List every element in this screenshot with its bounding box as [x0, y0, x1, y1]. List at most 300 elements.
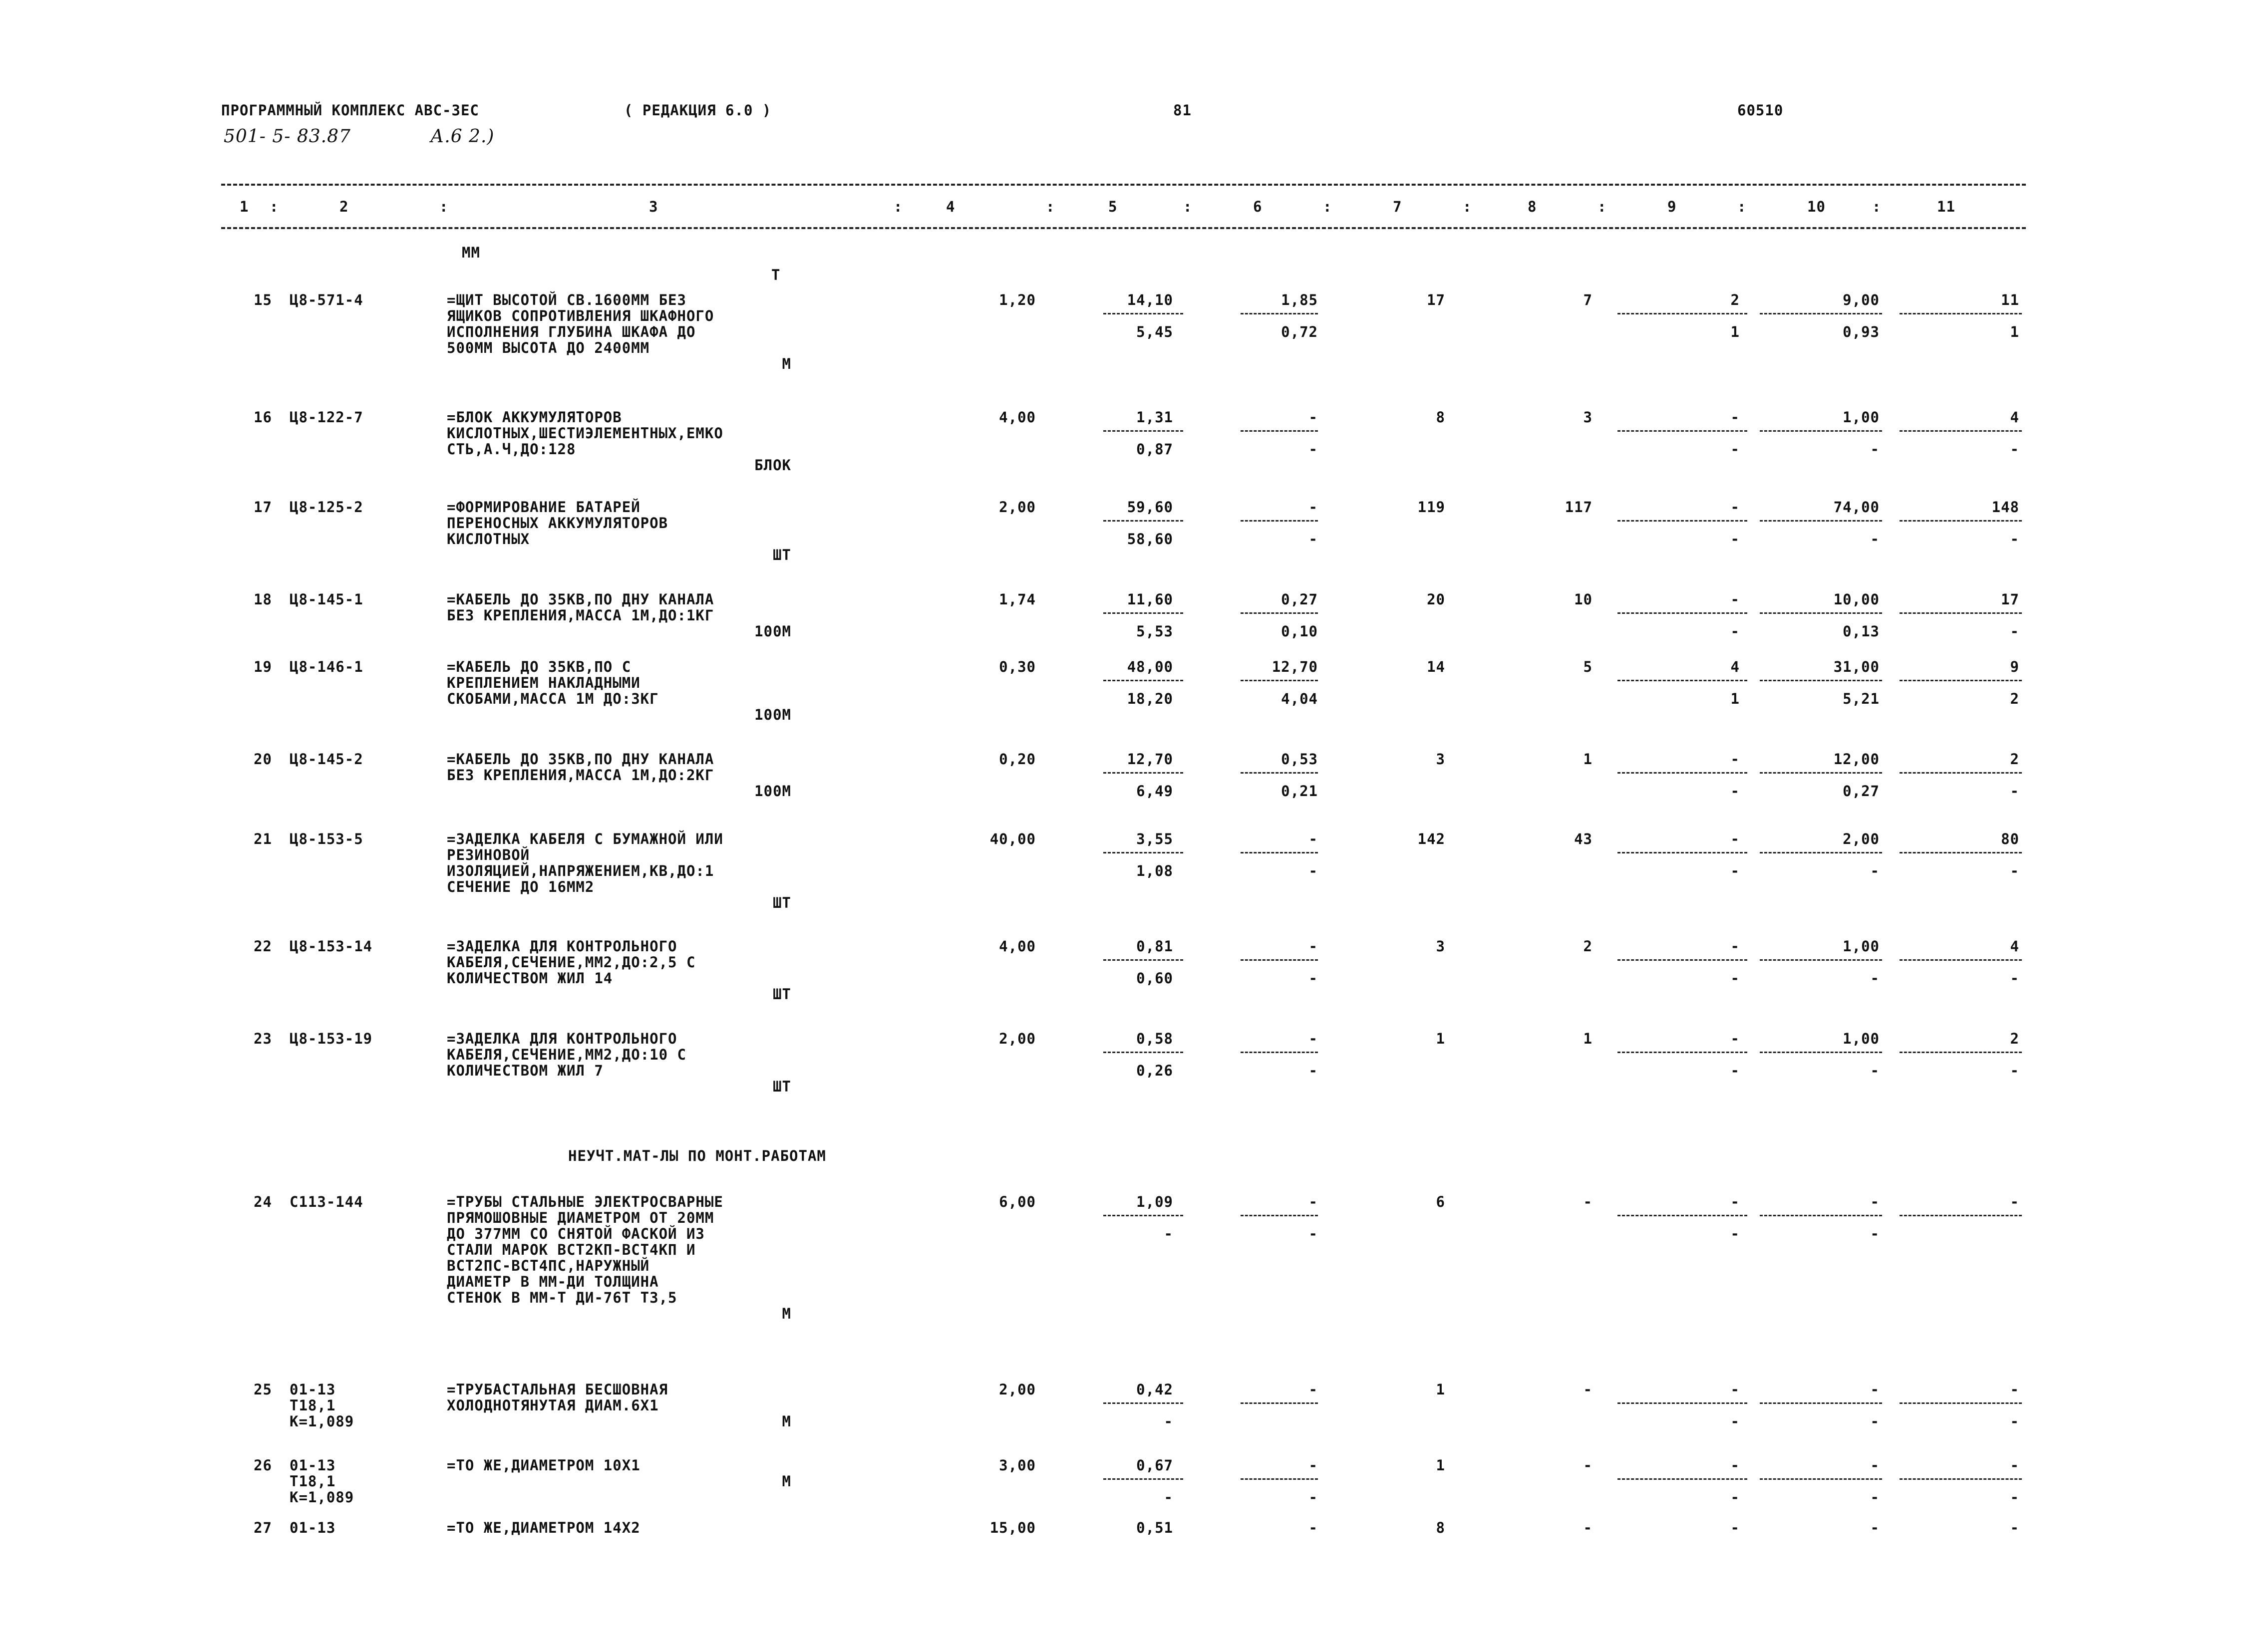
column-header-5: 5	[1108, 198, 1118, 215]
row-description-line: БЕЗ КРЕПЛЕНИЯ,МАССА 1М,ДО:2КГ	[447, 767, 714, 784]
cell-col-7: 8	[1436, 409, 1445, 426]
row-description-line: =ЗАДЕЛКА ДЛЯ КОНТРОЛЬНОГО	[447, 938, 677, 955]
cell-col-11-bottom: 2	[2010, 690, 2019, 707]
cell-divider-rule	[1900, 1215, 2022, 1216]
column-header-4: 4	[946, 198, 956, 215]
cell-divider-rule	[1103, 430, 1183, 432]
cell-col-6-bottom: -	[1308, 531, 1318, 548]
cell-divider-rule	[1103, 680, 1183, 681]
cell-col-4: 4,00	[999, 409, 1036, 426]
cell-divider-rule	[1617, 1215, 1747, 1216]
cell-col-7: 8	[1436, 1519, 1445, 1536]
cell-col-11-bottom: 1	[2010, 323, 2019, 340]
cell-col-10-top: -	[1870, 1381, 1880, 1398]
cell-col-6-top: -	[1308, 1519, 1318, 1536]
cell-col-5-bottom: 58,60	[1127, 531, 1173, 548]
row-code: Ц8-153-5	[290, 830, 363, 847]
cell-divider-rule	[1241, 1215, 1318, 1216]
cell-col-5-top: 0,81	[1136, 938, 1173, 955]
column-separator: :	[1463, 198, 1472, 215]
cell-col-6-top: 1,85	[1281, 291, 1318, 308]
cell-divider-rule	[1900, 1402, 2022, 1404]
cell-col-4: 6,00	[999, 1193, 1036, 1210]
cell-col-5-top: 12,70	[1127, 751, 1173, 768]
cell-col-9-bottom: 1	[1730, 690, 1740, 707]
cell-col-4: 4,00	[999, 938, 1036, 955]
cell-col-4: 40,00	[989, 830, 1036, 847]
cell-col-11-top: 80	[2001, 830, 2019, 847]
cell-col-9-bottom: -	[1730, 1413, 1740, 1430]
cell-divider-rule	[1900, 852, 2022, 853]
row-description-line: =ЗАДЕЛКА КАБЕЛЯ С БУМАЖНОЙ ИЛИ	[447, 830, 723, 847]
cell-col-6-top: -	[1308, 938, 1318, 955]
cell-divider-rule	[1760, 313, 1882, 314]
column-header-8: 8	[1528, 198, 1537, 215]
cell-divider-rule	[1241, 1402, 1318, 1404]
cell-col-8: 117	[1565, 499, 1593, 516]
cell-col-5-bottom: 1,08	[1136, 862, 1173, 879]
cell-col-9-top: -	[1730, 1457, 1740, 1474]
cell-col-10-bottom: 0,13	[1843, 623, 1880, 640]
cell-divider-rule	[1103, 852, 1183, 853]
row-unit: М	[782, 1473, 791, 1490]
cell-col-7: 20	[1427, 591, 1445, 608]
cell-col-6-top: 0,53	[1281, 751, 1318, 768]
cell-divider-rule	[1760, 959, 1882, 961]
cell-col-7: 1	[1436, 1030, 1445, 1047]
row-description-line: ВСТ2ПС-ВСТ4ПС,НАРУЖНЫЙ	[447, 1257, 650, 1274]
column-header-2: 2	[339, 198, 349, 215]
cell-divider-rule	[1103, 1478, 1183, 1480]
cell-divider-rule	[1103, 1215, 1183, 1216]
cell-col-8: 5	[1583, 658, 1593, 675]
cell-col-9-top: 4	[1730, 658, 1740, 675]
row-number: 25	[254, 1381, 272, 1398]
row-number: 18	[254, 591, 272, 608]
cell-col-5-top: 3,55	[1136, 830, 1173, 847]
cell-col-5-top: 1,31	[1136, 409, 1173, 426]
row-description-line: КОЛИЧЕСТВОМ ЖИЛ 7	[447, 1062, 604, 1079]
cell-divider-rule	[1617, 1402, 1747, 1404]
cell-col-11-bottom: -	[2010, 970, 2019, 987]
cell-col-11-bottom: -	[2010, 441, 2019, 458]
row-number: 19	[254, 658, 272, 675]
cell-col-9-top: -	[1730, 1519, 1740, 1536]
cell-col-6-bottom: 4,04	[1281, 690, 1318, 707]
row-unit: М	[782, 1305, 791, 1322]
cell-col-11-top: 2	[2010, 751, 2019, 768]
cell-col-6-top: -	[1308, 409, 1318, 426]
cell-col-7: 1	[1436, 1457, 1445, 1474]
row-number: 20	[254, 751, 272, 768]
row-number: 21	[254, 830, 272, 847]
column-separator: :	[1323, 198, 1332, 215]
cell-divider-rule	[1900, 772, 2022, 774]
column-separator: :	[1598, 198, 1607, 215]
row-description-line: КРЕПЛЕНИЕМ НАКЛАДНЫМИ	[447, 674, 641, 691]
cell-col-10-bottom: -	[1870, 1413, 1880, 1430]
row-code: Ц8-571-4	[290, 291, 363, 308]
cell-col-6-top: -	[1308, 830, 1318, 847]
cell-divider-rule	[1617, 680, 1747, 681]
row-code-extra: Т18,1	[290, 1473, 336, 1490]
unit-label-top: ММ	[462, 244, 480, 261]
row-code-extra: К=1,089	[290, 1489, 354, 1506]
cell-col-9-bottom: -	[1730, 623, 1740, 640]
cell-divider-rule	[1617, 772, 1747, 774]
cell-divider-rule	[1617, 612, 1747, 614]
cell-divider-rule	[1241, 772, 1318, 774]
row-number: 27	[254, 1519, 272, 1536]
cell-col-5-bottom: 0,26	[1136, 1062, 1173, 1079]
cell-col-4: 3,00	[999, 1457, 1036, 1474]
cell-col-10-bottom: -	[1870, 1062, 1880, 1079]
row-description-line: СТЕНОК В ММ-Т ДИ-76Т ТЗ,5	[447, 1289, 677, 1306]
row-description-line: 500ММ ВЫСОТА ДО 2400ММ	[447, 339, 650, 356]
cell-divider-rule	[1617, 852, 1747, 853]
row-unit: ШТ	[773, 894, 791, 911]
cell-col-11-bottom: -	[2010, 783, 2019, 800]
cell-col-9-top: -	[1730, 830, 1740, 847]
row-description-line: =ЗАДЕЛКА ДЛЯ КОНТРОЛЬНОГО	[447, 1030, 677, 1047]
cell-divider-rule	[1103, 612, 1183, 614]
cell-col-9-top: -	[1730, 751, 1740, 768]
cell-col-6-bottom: -	[1308, 441, 1318, 458]
cell-col-8: 2	[1583, 938, 1593, 955]
row-description-line: =КАБЕЛЬ ДО 35КВ,ПО ДНУ КАНАЛА	[447, 591, 714, 608]
row-description-line: КАБЕЛЯ,СЕЧЕНИЕ,ММ2,ДО:10 С	[447, 1046, 686, 1063]
cell-col-9-bottom: -	[1730, 970, 1740, 987]
cell-divider-rule	[1103, 772, 1183, 774]
cell-col-9-top: -	[1730, 499, 1740, 516]
row-number: 22	[254, 938, 272, 955]
cell-col-11-top: 148	[1991, 499, 2019, 516]
cell-col-10-top: 1,00	[1843, 938, 1880, 955]
cell-divider-rule	[1900, 1478, 2022, 1480]
cell-divider-rule	[1900, 1052, 2022, 1053]
cell-col-6-bottom: 0,72	[1281, 323, 1318, 340]
cell-col-10-top: 1,00	[1843, 409, 1880, 426]
cell-col-6-bottom: 0,21	[1281, 783, 1318, 800]
row-description-line: =ЩИТ ВЫСОТОЙ СВ.1600ММ БЕЗ	[447, 291, 686, 308]
cell-col-9-top: -	[1730, 1193, 1740, 1210]
cell-divider-rule	[1617, 1052, 1747, 1053]
cell-col-10-bottom: -	[1870, 531, 1880, 548]
page-number: 81	[1173, 102, 1192, 119]
cell-col-8: -	[1583, 1519, 1593, 1536]
cell-divider-rule	[1900, 520, 2022, 522]
row-description-line: =БЛОК АККУМУЛЯТОРОВ	[447, 409, 622, 426]
cell-col-5-bottom: 0,60	[1136, 970, 1173, 987]
row-code-extra: К=1,089	[290, 1413, 354, 1430]
cell-divider-rule	[1617, 520, 1747, 522]
handwritten-reference: 501- 5- 83.87	[224, 126, 351, 147]
cell-col-5-bottom: -	[1164, 1225, 1173, 1242]
cell-col-9-bottom: 1	[1730, 323, 1740, 340]
column-separator: :	[1183, 198, 1193, 215]
cell-col-9-bottom: -	[1730, 1489, 1740, 1506]
cell-col-9-bottom: -	[1730, 1062, 1740, 1079]
cell-col-6-top: 0,27	[1281, 591, 1318, 608]
cell-col-10-top: -	[1870, 1457, 1880, 1474]
cell-col-9-bottom: -	[1730, 862, 1740, 879]
cell-divider-rule	[1760, 680, 1882, 681]
cell-col-5-top: 0,51	[1136, 1519, 1173, 1536]
cell-col-7: 14	[1427, 658, 1445, 675]
cell-col-11-top: 2	[2010, 1030, 2019, 1047]
row-unit: 100М	[754, 706, 791, 723]
cell-divider-rule	[1760, 612, 1882, 614]
row-unit: БЛОК	[754, 457, 791, 474]
cell-divider-rule	[1103, 1052, 1183, 1053]
cell-col-6-bottom: -	[1308, 862, 1318, 879]
cell-col-5-top: 14,10	[1127, 291, 1173, 308]
cell-col-7: 3	[1436, 751, 1445, 768]
column-header-1: 1	[240, 198, 249, 215]
cell-col-4: 0,30	[999, 658, 1036, 675]
row-description-line: =ТО ЖЕ,ДИАМЕТРОМ 14Х2	[447, 1519, 641, 1536]
cell-col-8: 1	[1583, 751, 1593, 768]
cell-col-10-top: 1,00	[1843, 1030, 1880, 1047]
row-description-line: КИСЛОТНЫХ,ШЕСТИЭЛЕМЕНТНЫХ,ЕМКО	[447, 425, 723, 442]
column-separator: :	[1737, 198, 1747, 215]
cell-col-11-bottom: -	[2010, 1062, 2019, 1079]
column-header-11: 11	[1937, 198, 1955, 215]
cell-col-4: 15,00	[989, 1519, 1036, 1536]
column-header-6: 6	[1253, 198, 1263, 215]
cell-col-4: 2,00	[999, 499, 1036, 516]
row-unit: М	[782, 355, 791, 372]
row-code: Ц8-153-19	[290, 1030, 373, 1047]
cell-divider-rule	[1760, 1215, 1882, 1216]
cell-col-11-top: -	[2010, 1457, 2019, 1474]
row-code: 01-13	[290, 1381, 336, 1398]
cell-col-4: 1,74	[999, 591, 1036, 608]
row-description-line: СКОБАМИ,МАССА 1М ДО:3КГ	[447, 690, 659, 707]
column-header-10: 10	[1807, 198, 1826, 215]
row-code: Ц8-146-1	[290, 658, 363, 675]
cell-col-5-top: 0,58	[1136, 1030, 1173, 1047]
cell-col-9-bottom: -	[1730, 441, 1740, 458]
row-description-line: =ТО ЖЕ,ДИАМЕТРОМ 10Х1	[447, 1457, 641, 1474]
row-description-line: =ТРУБЫ СТАЛЬНЫЕ ЭЛЕКТРОСВАРНЫЕ	[447, 1193, 723, 1210]
cell-col-11-bottom: -	[2010, 531, 2019, 548]
row-description-line: =КАБЕЛЬ ДО 35КВ,ПО ДНУ КАНАЛА	[447, 751, 714, 768]
cell-col-11-top: 11	[2001, 291, 2019, 308]
cell-col-5-top: 0,67	[1136, 1457, 1173, 1474]
row-code: Ц8-153-14	[290, 938, 373, 955]
cell-col-11-top: 9	[2010, 658, 2019, 675]
cell-col-10-top: 10,00	[1833, 591, 1880, 608]
column-separator: :	[1046, 198, 1055, 215]
cell-divider-rule	[1617, 959, 1747, 961]
cell-divider-rule	[1241, 959, 1318, 961]
cell-divider-rule	[1760, 1478, 1882, 1480]
cell-col-10-bottom: -	[1870, 441, 1880, 458]
column-separator: :	[439, 198, 449, 215]
row-code: Ц8-145-2	[290, 751, 363, 768]
cell-col-4: 1,20	[999, 291, 1036, 308]
cell-col-11-top: -	[2010, 1193, 2019, 1210]
cell-divider-rule	[1103, 520, 1183, 522]
cell-col-5-bottom: 0,87	[1136, 441, 1173, 458]
row-number: 23	[254, 1030, 272, 1047]
row-code: С113-144	[290, 1193, 363, 1210]
cell-divider-rule	[1103, 1402, 1183, 1404]
cell-col-5-top: 1,09	[1136, 1193, 1173, 1210]
cell-col-9-bottom: -	[1730, 783, 1740, 800]
row-number: 16	[254, 409, 272, 426]
row-code: Ц8-145-1	[290, 591, 363, 608]
cell-col-6-bottom: -	[1308, 1489, 1318, 1506]
cell-col-11-top: -	[2010, 1519, 2019, 1536]
row-description-line: ДО 377ММ СО СНЯТОЙ ФАСКОЙ ИЗ	[447, 1225, 705, 1242]
row-description-line: СТАЛИ МАРОК ВСТ2КП-ВСТ4КП И	[447, 1241, 696, 1258]
cell-col-5-bottom: -	[1164, 1413, 1173, 1430]
cell-col-7: 17	[1427, 291, 1445, 308]
cell-col-6-bottom: -	[1308, 970, 1318, 987]
cell-col-11-top: 4	[2010, 938, 2019, 955]
column-separator: :	[1872, 198, 1882, 215]
cell-col-11-bottom: -	[2010, 862, 2019, 879]
cell-divider-rule	[1241, 1478, 1318, 1480]
cell-col-6-top: 12,70	[1272, 658, 1318, 675]
row-description-line: =ТРУБАСТАЛЬНАЯ БЕСШОВНАЯ	[447, 1381, 668, 1398]
cell-col-6-top: -	[1308, 499, 1318, 516]
row-unit: ШТ	[773, 1078, 791, 1095]
cell-divider-rule	[1900, 430, 2022, 432]
row-description-line: КИСЛОТНЫХ	[447, 531, 530, 548]
row-number: 24	[254, 1193, 272, 1210]
cell-col-10-top: -	[1870, 1519, 1880, 1536]
section-title: НЕУЧТ.МАТ-ЛЫ ПО МОНТ.РАБОТАМ	[568, 1147, 826, 1164]
cell-col-6-bottom: -	[1308, 1225, 1318, 1242]
cell-col-10-bottom: -	[1870, 1225, 1880, 1242]
cell-divider-rule	[1241, 520, 1318, 522]
cell-col-6-top: -	[1308, 1030, 1318, 1047]
row-description-line: ЯЩИКОВ СОПРОТИВЛЕНИЯ ШКАФНОГО	[447, 307, 714, 324]
cell-divider-rule	[1760, 1052, 1882, 1053]
cell-col-10-bottom: -	[1870, 862, 1880, 879]
row-description-line: ХОЛОДНОТЯНУТАЯ ДИАМ.6Х1	[447, 1397, 659, 1414]
cell-col-5-bottom: 6,49	[1136, 783, 1173, 800]
cell-divider-rule	[1900, 959, 2022, 961]
cell-col-4: 0,20	[999, 751, 1036, 768]
cell-col-10-top: 9,00	[1843, 291, 1880, 308]
row-description-line: РЕЗИНОВОЙ	[447, 846, 530, 863]
cell-divider-rule	[1617, 1478, 1747, 1480]
cell-col-11-top: 17	[2001, 591, 2019, 608]
cell-col-11-top: 4	[2010, 409, 2019, 426]
cell-divider-rule	[1617, 430, 1747, 432]
cell-col-10-top: -	[1870, 1193, 1880, 1210]
rule-top	[221, 184, 2026, 186]
cell-col-10-top: 74,00	[1833, 499, 1880, 516]
rule-header-bottom	[221, 227, 2026, 229]
edition-label: ( РЕДАКЦИЯ 6.0 )	[624, 102, 772, 119]
cell-col-8: -	[1583, 1381, 1593, 1398]
cell-col-8: 43	[1574, 830, 1593, 847]
cell-divider-rule	[1103, 959, 1183, 961]
cell-col-7: 3	[1436, 938, 1445, 955]
column-separator: :	[894, 198, 903, 215]
row-description-line: ПЕРЕНОСНЫХ АККУМУЛЯТОРОВ	[447, 515, 668, 532]
cell-col-11-bottom: -	[2010, 1413, 2019, 1430]
cell-col-5-top: 11,60	[1127, 591, 1173, 608]
cell-divider-rule	[1900, 680, 2022, 681]
row-description-line: ИСПОЛНЕНИЯ ГЛУБИНА ШКАФА ДО	[447, 323, 696, 340]
cell-col-6-top: -	[1308, 1381, 1318, 1398]
cell-col-11-top: -	[2010, 1381, 2019, 1398]
row-unit: М	[782, 1413, 791, 1430]
cell-col-5-bottom: 18,20	[1127, 690, 1173, 707]
cell-col-9-top: -	[1730, 409, 1740, 426]
row-description-line: БЕЗ КРЕПЛЕНИЯ,МАССА 1М,ДО:1КГ	[447, 607, 714, 624]
cell-col-4: 2,00	[999, 1030, 1036, 1047]
cell-divider-rule	[1241, 1052, 1318, 1053]
cell-col-6-bottom: 0,10	[1281, 623, 1318, 640]
cell-col-11-bottom: -	[2010, 623, 2019, 640]
cell-col-7: 142	[1417, 830, 1445, 847]
cell-col-10-top: 2,00	[1843, 830, 1880, 847]
cell-col-9-top: -	[1730, 938, 1740, 955]
cell-divider-rule	[1900, 612, 2022, 614]
cell-col-9-top: -	[1730, 1381, 1740, 1398]
cell-divider-rule	[1241, 430, 1318, 432]
column-separator: :	[270, 198, 279, 215]
row-unit: 100М	[754, 783, 791, 800]
handwritten-album: А.6 2.)	[430, 126, 495, 147]
row-code: Ц8-122-7	[290, 409, 363, 426]
cell-col-10-bottom: -	[1870, 1489, 1880, 1506]
cell-divider-rule	[1760, 1402, 1882, 1404]
cell-col-11-bottom: -	[2010, 1489, 2019, 1506]
cell-divider-rule	[1241, 612, 1318, 614]
row-description-line: КОЛИЧЕСТВОМ ЖИЛ 14	[447, 970, 613, 987]
cell-col-7: 6	[1436, 1193, 1445, 1210]
row-number: 15	[254, 291, 272, 308]
cell-col-6-top: -	[1308, 1457, 1318, 1474]
row-description-line: =ФОРМИРОВАНИЕ БАТАРЕЙ	[447, 499, 641, 516]
row-description-line: СТЬ,А.Ч,ДО:128	[447, 441, 576, 458]
row-number: 17	[254, 499, 272, 516]
cell-col-7: 1	[1436, 1381, 1445, 1398]
unit-label-15: Т	[771, 267, 781, 283]
cell-divider-rule	[1760, 852, 1882, 853]
column-header-9: 9	[1667, 198, 1677, 215]
cell-col-8: -	[1583, 1457, 1593, 1474]
cell-col-10-bottom: 0,93	[1843, 323, 1880, 340]
document-code: 60510	[1737, 102, 1784, 119]
row-unit: ШТ	[773, 986, 791, 1003]
cell-col-5-top: 59,60	[1127, 499, 1173, 516]
cell-col-10-bottom: 5,21	[1843, 690, 1880, 707]
cell-col-10-bottom: -	[1870, 970, 1880, 987]
cell-col-10-bottom: 0,27	[1843, 783, 1880, 800]
cell-col-9-top: -	[1730, 1030, 1740, 1047]
cell-divider-rule	[1241, 313, 1318, 314]
cell-divider-rule	[1900, 313, 2022, 314]
cell-col-10-top: 12,00	[1833, 751, 1880, 768]
cell-col-8: -	[1583, 1193, 1593, 1210]
cell-col-9-bottom: -	[1730, 531, 1740, 548]
row-description-line: ДИАМЕТР В ММ-ДИ ТОЛЩИНА	[447, 1273, 659, 1290]
cell-divider-rule	[1241, 852, 1318, 853]
row-code-extra: Т18,1	[290, 1397, 336, 1414]
program-title: ПРОГРАММНЫЙ КОМПЛЕКС АВС-ЗЕС	[221, 102, 479, 119]
cell-col-4: 2,00	[999, 1381, 1036, 1398]
row-code: 01-13	[290, 1457, 336, 1474]
